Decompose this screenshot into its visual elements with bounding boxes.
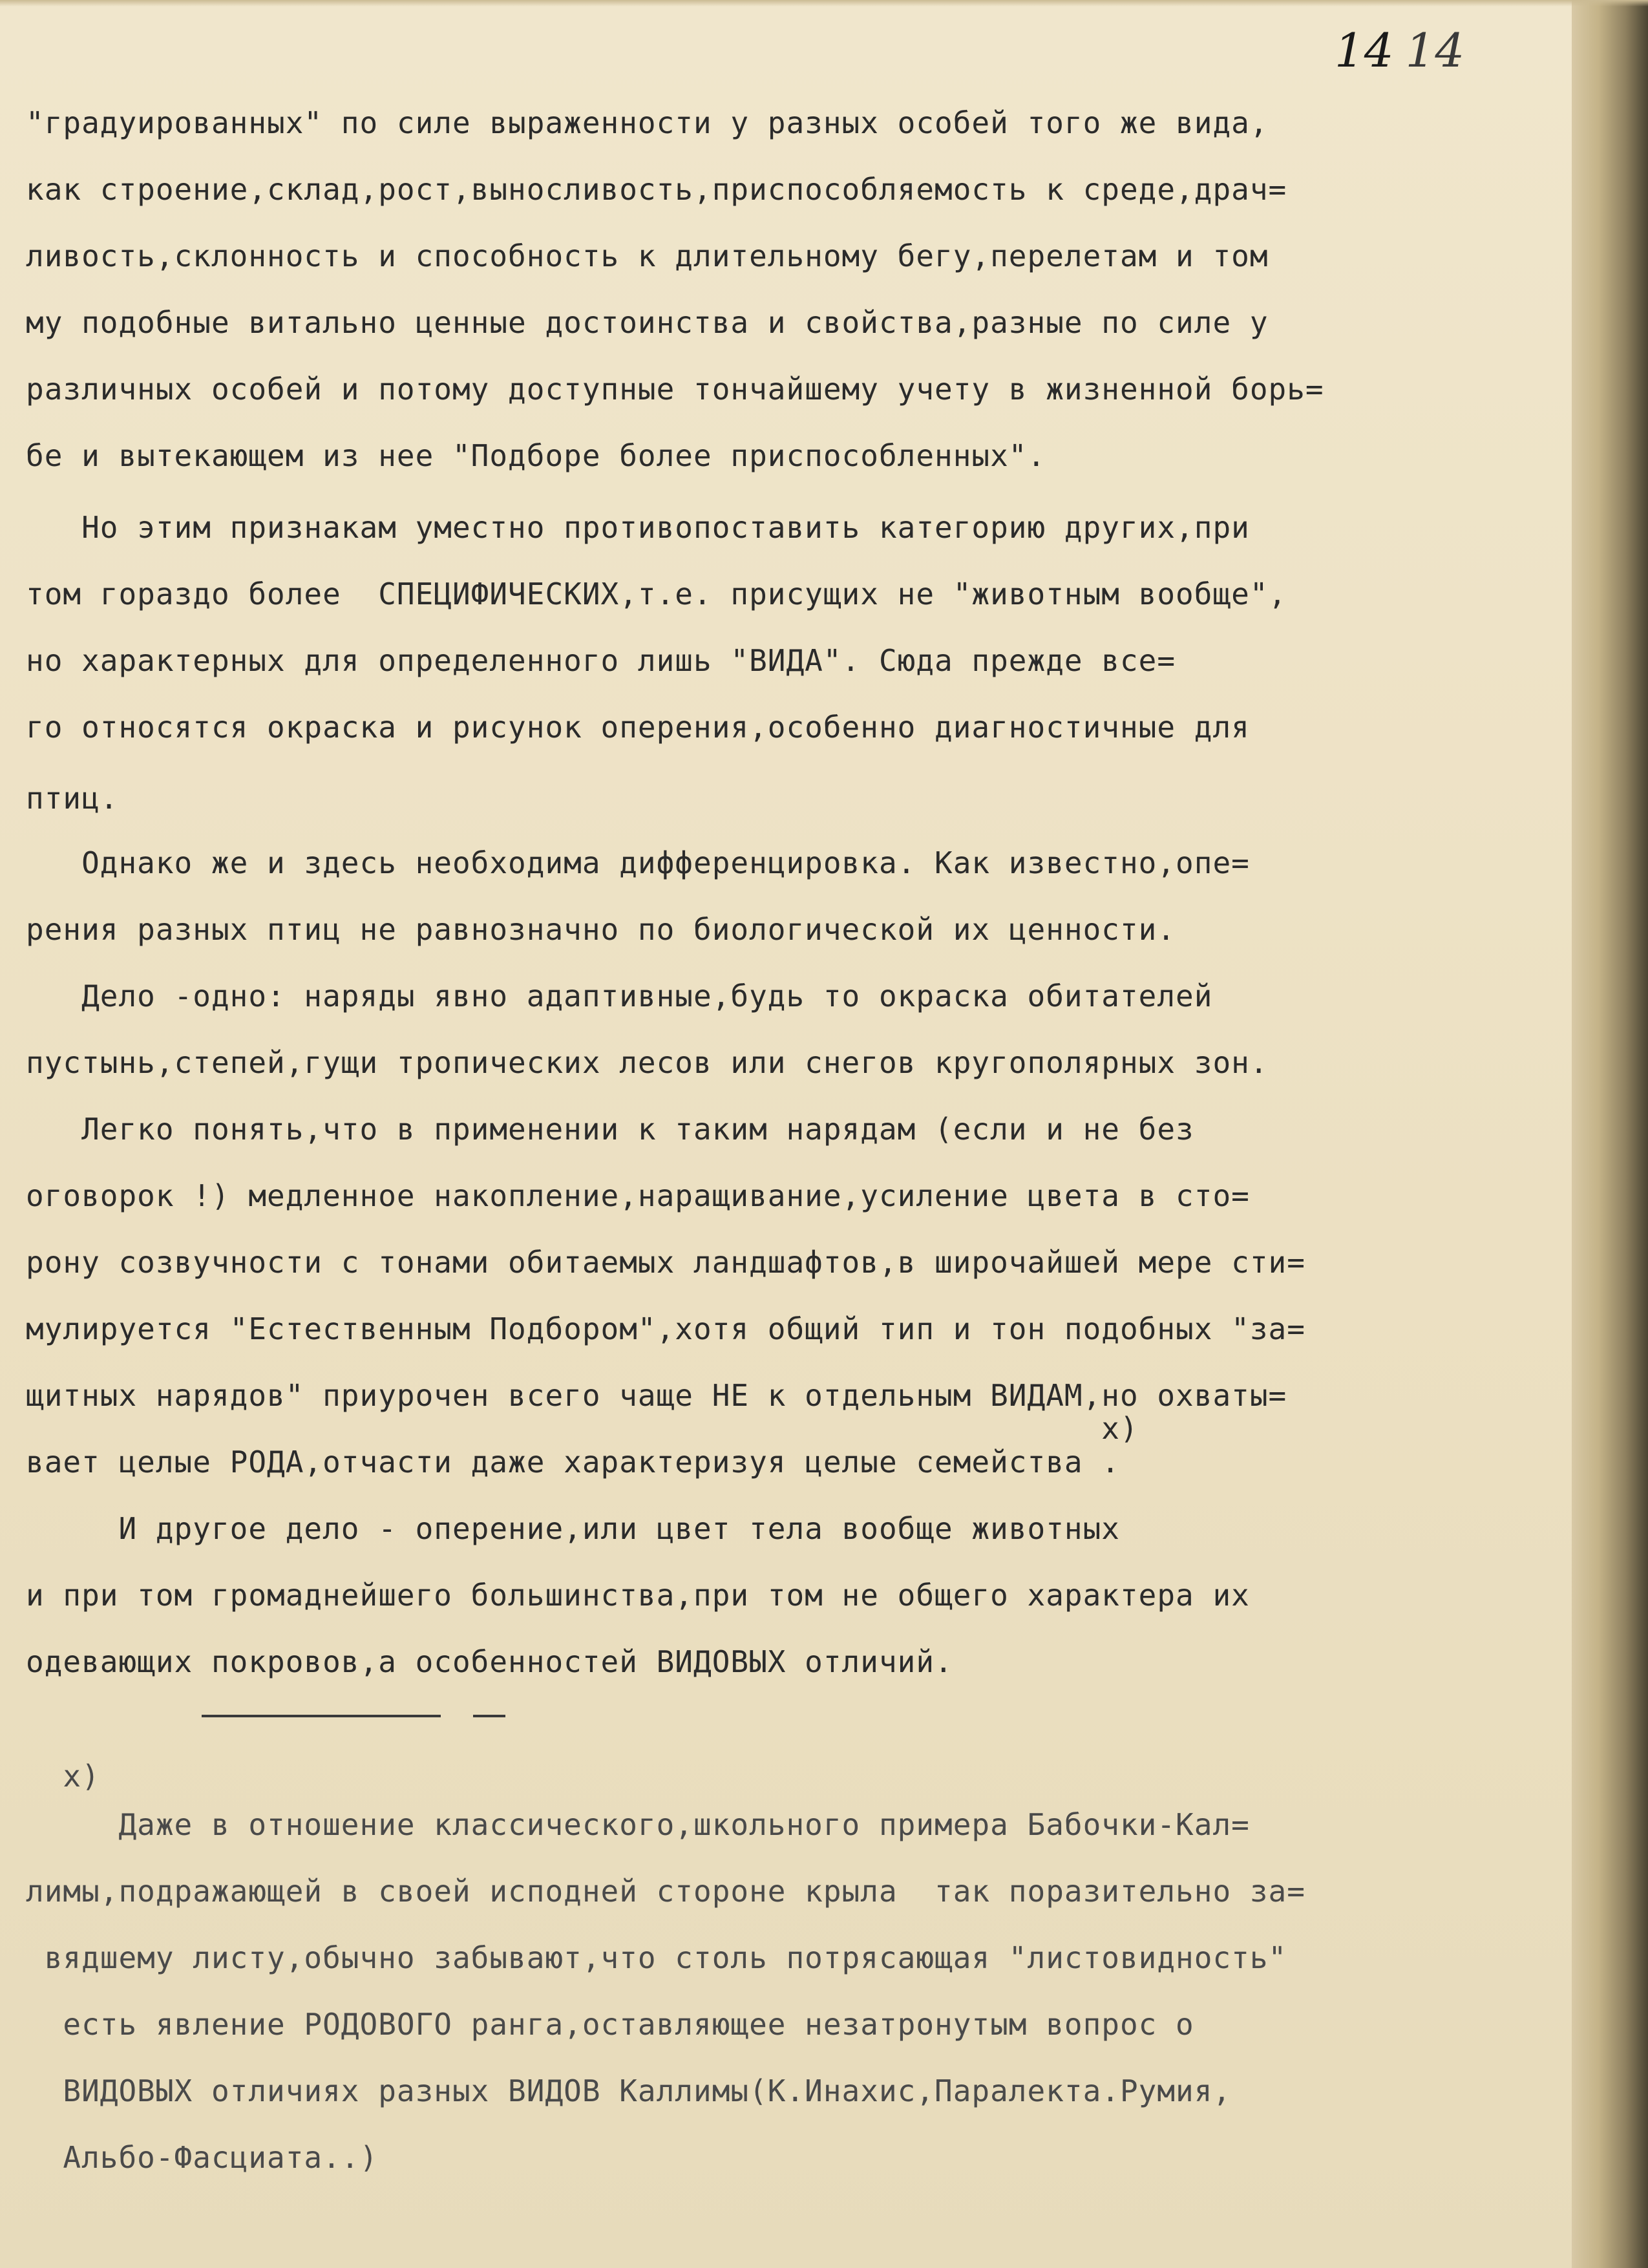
- footnote-marker: x): [26, 1411, 1139, 1446]
- body-line: Но этим признакам уместно противопоставить категорию других,при: [26, 510, 1250, 545]
- body-line: Дело -одно: наряды явно адаптивные,будь то окраска обитателей: [26, 979, 1213, 1013]
- body-line: ливость,склонность и способность к длительному бегу,перелетам и том: [26, 238, 1269, 273]
- body-line: оговорок !) медленное накопление,наращивание,усиление цвета в сто=: [26, 1178, 1250, 1213]
- body-line: пустынь,степей,гущи тропических лесов или снегов кругополярных зон.: [26, 1045, 1269, 1080]
- footnote-divider: [202, 1715, 441, 1717]
- body-line: том гораздо более СПЕЦИФИЧЕСКИХ,т.е. присущих не "животным вообще",: [26, 577, 1287, 611]
- body-line: рону созвучности с тонами обитаемых ландшафтов,в широчайшей мере сти=: [26, 1245, 1305, 1280]
- body-line: вает целые РОДА,отчасти даже характеризуя целые семейства .: [26, 1445, 1120, 1479]
- body-line: но характерных для определенного лишь "ВИДА". Сюда прежде все=: [26, 643, 1176, 678]
- body-line: му подобные витально ценные достоинства и свойства,разные по силе у: [26, 305, 1269, 340]
- body-line: мулируется "Естественным Подбором",хотя общий тип и тон подобных "за=: [26, 1311, 1305, 1346]
- body-line: рения разных птиц не равнозначно по биологической их ценности.: [26, 912, 1176, 947]
- body-line: "градуированных" по силе выраженности у разных особей того же вида,: [26, 105, 1269, 140]
- body-line: одевающих покровов,а особенностей ВИДОВЫХ отличий.: [26, 1644, 953, 1679]
- body-line: различных особей и потому доступные тончайшему учету в жизненной борь=: [26, 372, 1324, 407]
- footnote-line: лимы,подражающей в своей исподней стороне крыла так поразительно за=: [26, 1874, 1305, 1909]
- page-top-edge: [0, 0, 1648, 6]
- footnote-divider-dash: [473, 1715, 505, 1717]
- body-line: го относятся окраска и рисунок оперения,особенно диагностичные для: [26, 710, 1250, 745]
- body-line: Однако же и здесь необходима дифференцировка. Как известно,опе=: [26, 845, 1250, 880]
- footnote-line: Альбо-Фасциата..): [26, 2140, 379, 2175]
- body-line: птиц.: [26, 781, 119, 816]
- footnote-line: есть явление РОДОВОГО ранга,оставляющее незатронутым вопрос о: [26, 2007, 1194, 2042]
- body-line: щитных нарядов" приурочен всего чаще НЕ к отдельным ВИДАМ,но охваты=: [26, 1378, 1287, 1413]
- body-line: как строение,склад,рост,выносливость,приспособляемость к среде,драч=: [26, 172, 1287, 207]
- body-line: Легко понять,что в применении к таким нарядам (если и не без: [26, 1112, 1194, 1147]
- footnote-line: Даже в отношение классического,школьного примера Бабочки-Кал=: [26, 1807, 1250, 1842]
- page-edge-shadow: [1572, 0, 1648, 2268]
- footnote-line: x): [26, 1759, 100, 1794]
- footnote-line: ВИДОВЫХ отличиях разных ВИДОВ Каллимы(К.Инахис,Паралекта.Румия,: [26, 2073, 1232, 2108]
- body-line: И другое дело - оперение,или цвет тела вообще животных: [26, 1511, 1120, 1546]
- body-line: бе и вытекающем из нее "Подборе более приспособленных".: [26, 438, 1046, 473]
- body-line: и при том громаднейшего большинства,при том не общего характера их: [26, 1578, 1250, 1613]
- page-number-crossed-out: 14: [1405, 23, 1465, 78]
- page-number-current: 14: [1335, 23, 1394, 78]
- page-number: [1335, 23, 1465, 78]
- footnote-line: вядшему листу,обычно забывают,что столь потрясающая "листовидность": [26, 1940, 1287, 1975]
